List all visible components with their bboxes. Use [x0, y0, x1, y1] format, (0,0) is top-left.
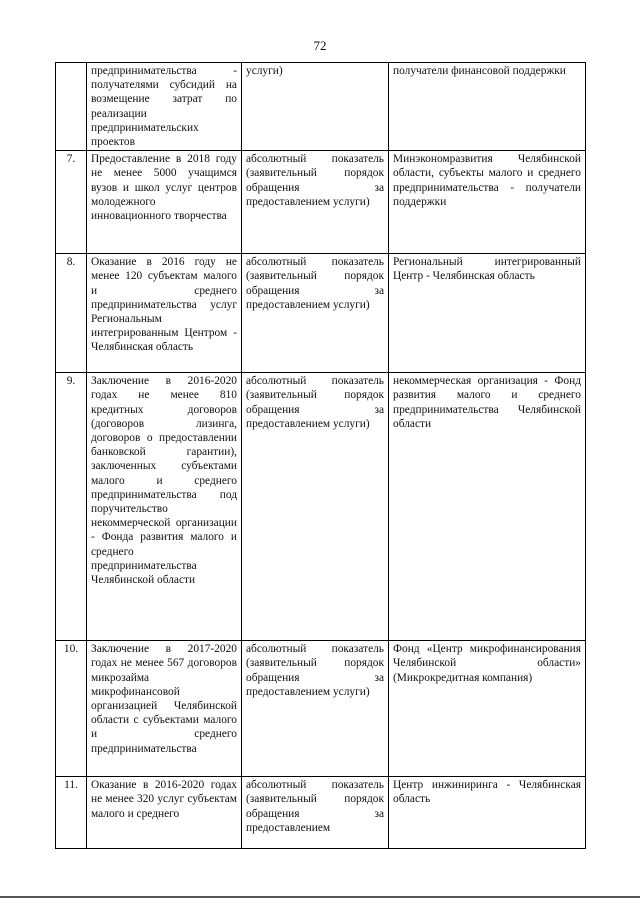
table-row — [56, 63, 586, 151]
row-number: 7. — [56, 151, 87, 254]
measure-name: Оказание в 2016 году не менее 120 субъектам малого и среднего предпринимательства услуг Региональным интегрированным Центром - Челябинская область — [87, 254, 242, 373]
indicator-type: абсолютный показатель (заявительный порядок обращения за предоставлением услуги) — [242, 151, 389, 254]
indicator-type: абсолютный показатель (заявительный порядок обращения за предоставлением услуги) — [242, 641, 389, 777]
row-number: 9. — [56, 373, 87, 641]
executor: некоммерческая организация - Фонд развития малого и среднего предпринимательства Челябинской области — [389, 373, 586, 641]
executor: Центр инжиниринга - Челябинская область — [389, 777, 586, 849]
row-number: 11. — [56, 777, 87, 849]
measure-name: Предоставление в 2018 году не менее 5000 учащимся вузов и школ услуг центров молодежного инновационного творчества — [87, 151, 242, 254]
measure-name: Заключение в 2016-2020 годах не менее 810 кредитных договоров (договоров лизинга, договоров о предоставлении банковской гарантии), заключенных субъектами малого и среднего предпринимательства под поручительство некоммерческой организации - Фонда развития малого и среднего предпринимательства Челябинской области — [87, 373, 242, 641]
measure-name: предпринимательства - получателями субсидий на возмещение затрат по реализации предпринимательских проектов — [87, 63, 242, 151]
table-row — [56, 254, 586, 373]
measure-name: Заключение в 2017-2020 годах не менее 567 договоров микрозайма микрофинансовой организацией Челябинской области с субъектами малого и среднего предпринимательства — [87, 641, 242, 777]
row-number: 10. — [56, 641, 87, 777]
table-row — [56, 641, 586, 777]
indicator-type: абсолютный показатель (заявительный порядок обращения за предоставлением услуги) — [242, 373, 389, 641]
table-row — [56, 777, 586, 849]
row-number — [56, 63, 87, 151]
page-number: 72 — [313, 38, 327, 53]
table-row — [56, 151, 586, 254]
executor: Минэкономразвития Челябинской области, субъекты малого и среднего предпринимательства - получатели поддержки — [389, 151, 586, 254]
indicator-type: услуги) — [242, 63, 389, 151]
indicator-type: абсолютный показатель (заявительный порядок обращения за предоставлением услуги) — [242, 254, 389, 373]
measures-table — [55, 62, 586, 849]
executor: получатели финансовой поддержки — [389, 63, 586, 151]
measure-name: Оказание в 2016-2020 годах не менее 320 услуг субъектам малого и среднего — [87, 777, 242, 849]
executor: Региональный интегрированный Центр - Челябинская область — [389, 254, 586, 373]
page-bottom-edge — [0, 896, 640, 898]
row-number: 8. — [56, 254, 87, 373]
executor: Фонд «Центр микрофинансирования Челябинской области» (Микрокредитная компания) — [389, 641, 586, 777]
table-row — [56, 373, 586, 641]
indicator-type: абсолютный показатель (заявительный порядок обращения за предоставлением — [242, 777, 389, 849]
